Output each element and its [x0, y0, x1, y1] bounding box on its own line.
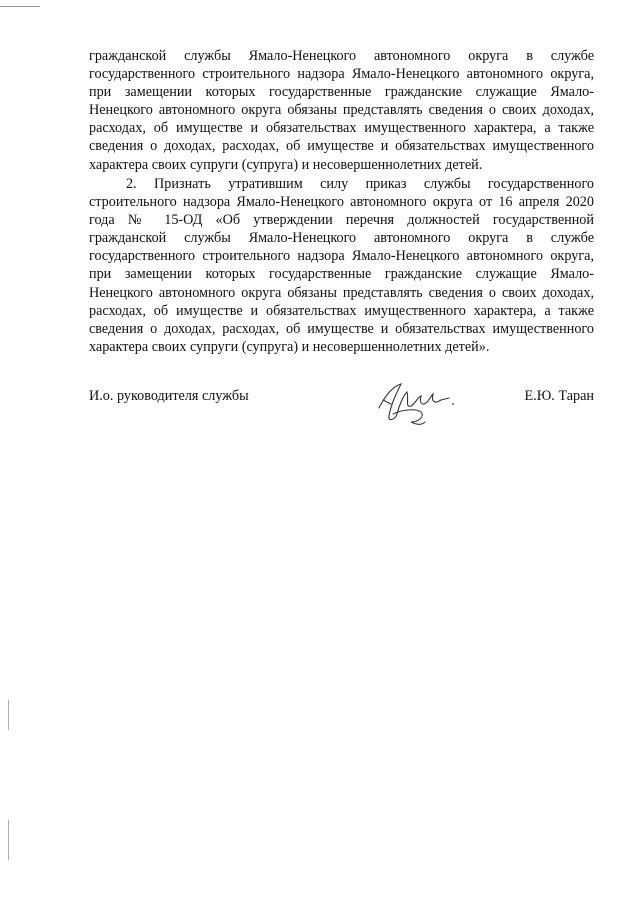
- text-line: 2. Признать утратившим силу приказ службы государственного: [126, 176, 594, 192]
- text-line: государственного строительного надзора Ямало-Ненецкого автономного округа,: [89, 66, 594, 83]
- text-line: сведения о доходах, расходах, об имуществе и обязательствах имущественного: [89, 320, 594, 337]
- signatory-title: И.о. руководителя службы: [89, 388, 249, 404]
- text-line: характера своих супруги (супруга) и несовершеннолетних детей.: [89, 156, 483, 173]
- text-line: расходах, об имуществе и обязательствах имущественного характера, а также: [89, 302, 594, 319]
- text-line: строительного надзора Ямало-Ненецкого автономного округа от 16 апреля 2020: [89, 194, 594, 211]
- scan-artifact-line: [0, 6, 40, 7]
- paragraph-continuation: [89, 47, 594, 174]
- scan-artifact-edge: [8, 700, 9, 730]
- paragraph-item-2: [89, 175, 594, 356]
- text-line: государственного строительного надзора Ямало-Ненецкого автономного округа,: [89, 248, 594, 265]
- text-line: при замещении которых государственные гражданские служащие Ямало-: [89, 266, 594, 283]
- text-line: года № 15-ОД «Об утверждении перечня должностей государственной: [89, 212, 594, 229]
- text-line: Ненецкого автономного округа обязаны представлять сведения о своих доходах,: [89, 102, 594, 119]
- scan-artifact-edge: [8, 820, 9, 860]
- text-line: при замещении которых государственные гражданские служащие Ямало-: [89, 84, 594, 101]
- text-line: Ненецкого автономного округа обязаны представлять сведения о своих доходах,: [89, 284, 594, 301]
- text-line: характера своих супруги (супруга) и несовершеннолетних детей».: [89, 338, 490, 355]
- text-line: сведения о доходах, расходах, об имуществе и обязательствах имущественного: [89, 138, 594, 155]
- text-line: гражданской службы Ямало-Ненецкого автономного округа в службе: [89, 230, 594, 247]
- handwritten-signature: [371, 378, 461, 428]
- text-line: гражданской службы Ямало-Ненецкого автономного округа в службе: [89, 48, 594, 64]
- signatory-name: Е.Ю. Таран: [524, 388, 594, 404]
- text-line: расходах, об имуществе и обязательствах имущественного характера, а также: [89, 120, 594, 137]
- signature-block: [89, 388, 594, 428]
